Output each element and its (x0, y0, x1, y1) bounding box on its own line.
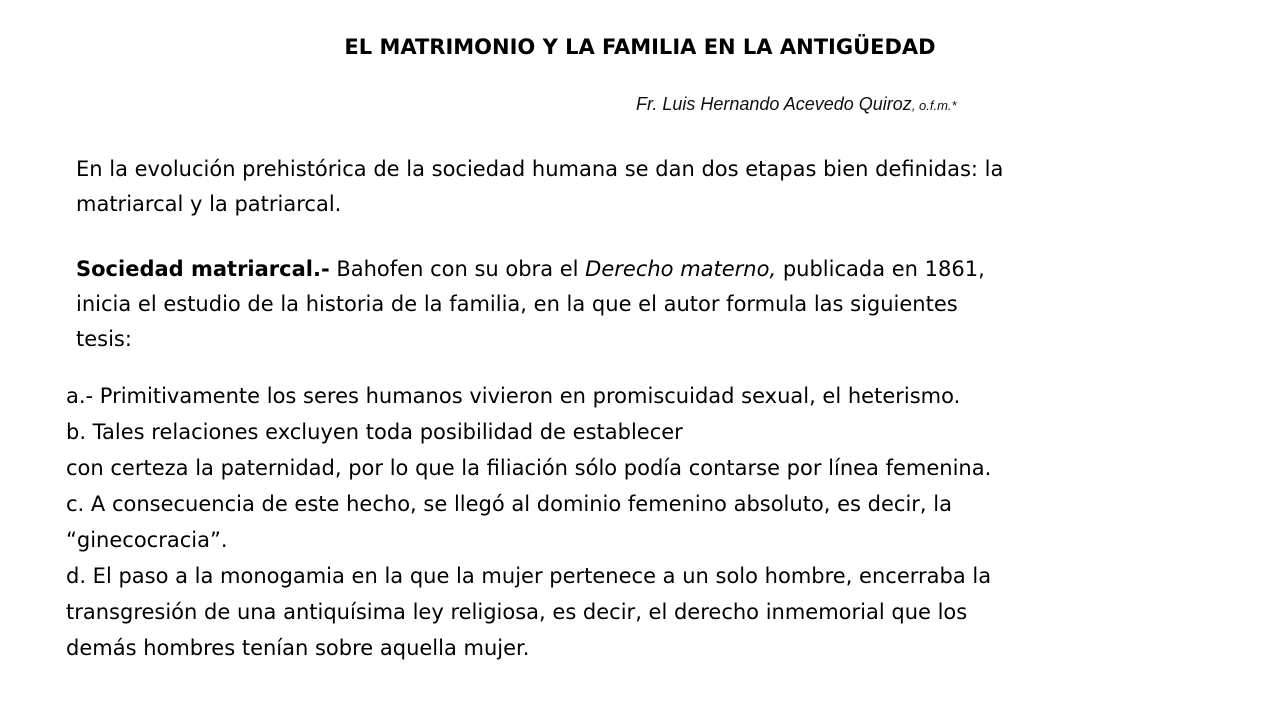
matriarcal-paragraph (76, 252, 1206, 357)
thesis-line: c. A consecuencia de este hecho, se llegó al dominio femenino absoluto, es decir, la (66, 492, 952, 516)
matriarcal-text-rest: publicada en 1861, (776, 257, 985, 281)
intro-line: matriarcal y la patriarcal. (76, 192, 342, 216)
author-line (636, 92, 957, 118)
work-title: Derecho materno, (585, 257, 777, 281)
author-name: Fr. Luis Hernando Acevedo Quiroz (636, 94, 912, 114)
thesis-line: a.- Primitivamente los seres humanos vivieron en promiscuidad sexual, el heterismo. (66, 384, 961, 408)
thesis-line: d. El paso a la monogamia en la que la mujer pertenece a un solo hombre, encerraba la (66, 564, 992, 588)
theses-list (66, 378, 1266, 666)
thesis-line: “ginecocracia”. (66, 528, 228, 552)
author-suffix: , o.f.m.* (911, 98, 957, 113)
thesis-line: con certeza la paternidad, por lo que la filiación sólo podía contarse por línea femenina. (66, 456, 992, 480)
intro-line: En la evolución prehistórica de la sociedad humana se dan dos etapas bien definidas: la (76, 157, 1004, 181)
thesis-line: b. Tales relaciones excluyen toda posibilidad de establecer (66, 420, 683, 444)
matriarcal-text: Bahofen con su obra el (329, 257, 586, 281)
thesis-line: transgresión de una antiquísima ley religiosa, es decir, el derecho inmemorial que los (66, 600, 968, 624)
thesis-line: demás hombres tenían sobre aquella mujer. (66, 636, 530, 660)
matriarcal-line-2: inicia el estudio de la historia de la familia, en la que el autor formula las siguientes (76, 292, 958, 316)
matriarcal-line-1 (76, 252, 1206, 287)
matriarcal-heading: Sociedad matriarcal.- (76, 257, 330, 281)
intro-paragraph (76, 152, 1256, 222)
slide-title: EL MATRIMONIO Y LA FAMILIA EN LA ANTIGÜEDAD (344, 35, 936, 59)
matriarcal-line-3: tesis: (76, 327, 132, 351)
